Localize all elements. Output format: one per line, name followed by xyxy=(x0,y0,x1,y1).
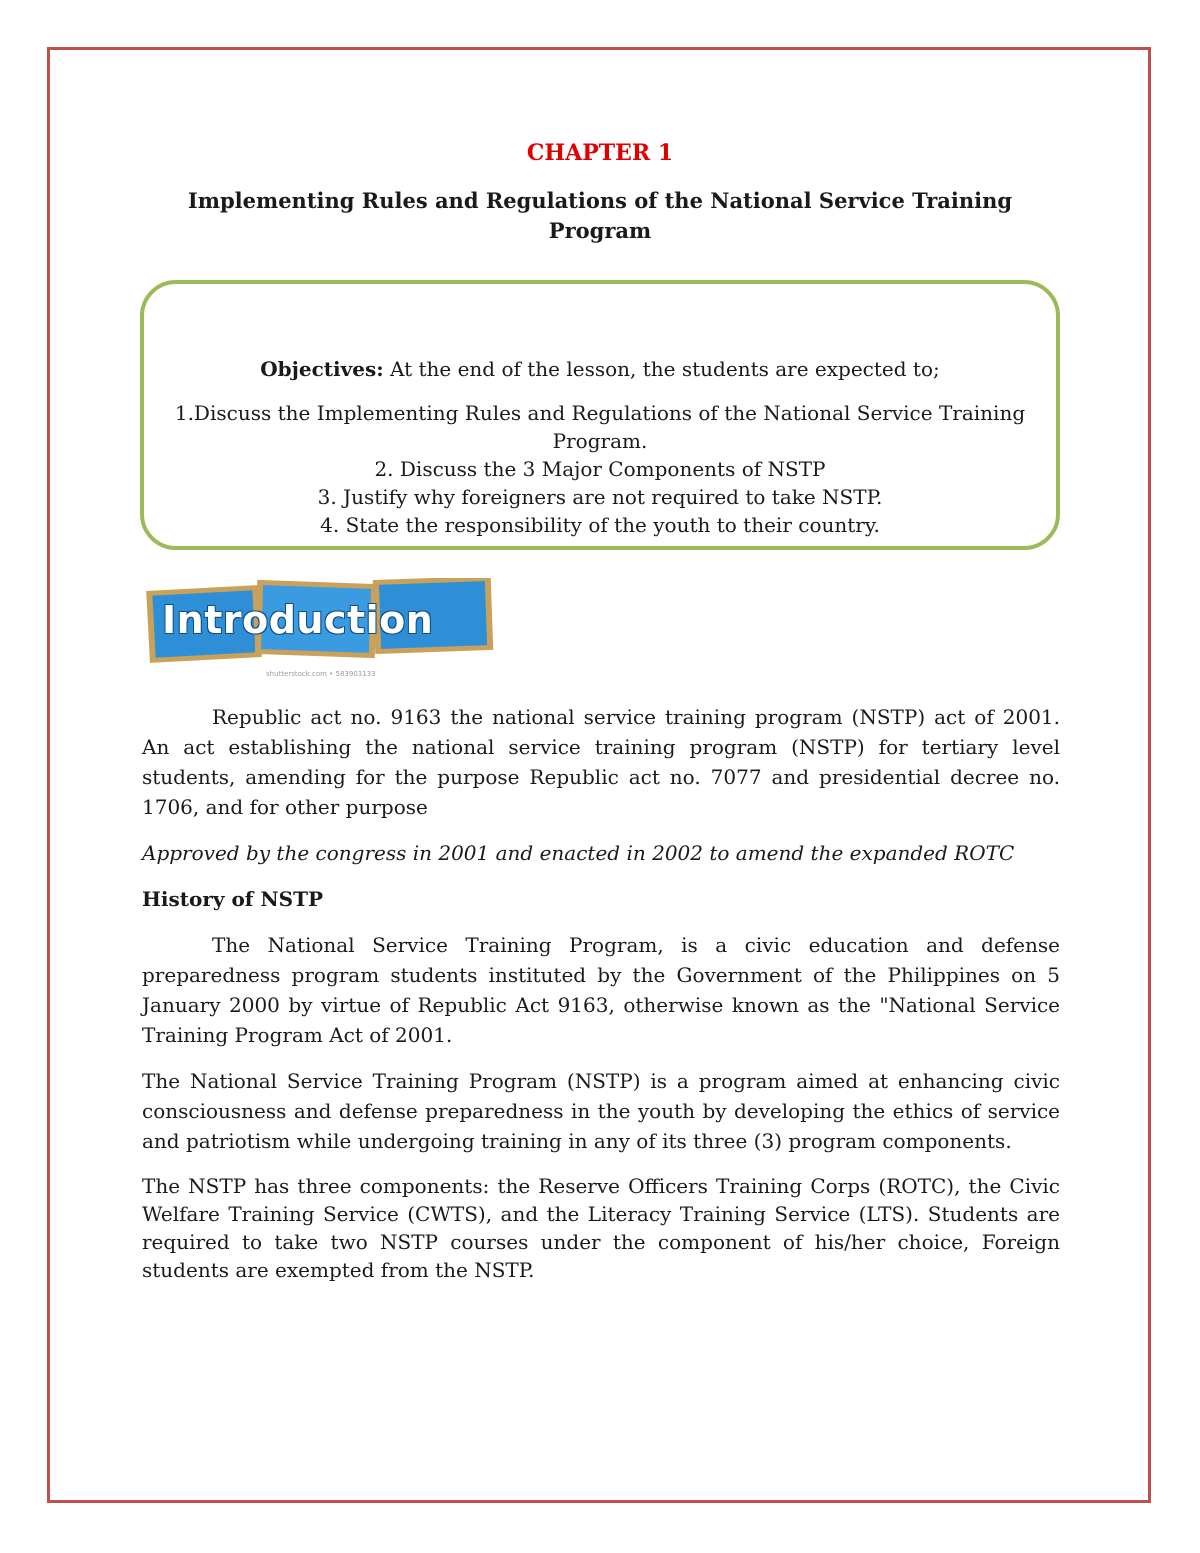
objective-item-4: 4. State the responsibility of the youth to their country. xyxy=(320,513,880,537)
history-heading: History of NSTP xyxy=(142,887,324,911)
republic-act-paragraph: Republic act no. 9163 the national service training program (NSTP) act of 2001. An act establishing the national service training program (NSTP) for tertiary level students, amending for the purpose Republic act no. 7077 and presidential decree no. 1706, and for other purpose xyxy=(142,705,1060,819)
banner-watermark: shutterstock.com • 583903133 xyxy=(266,670,376,678)
chapter-title: Implementing Rules and Regulations of the National Service Training Program xyxy=(187,188,1013,243)
objective-item-1: 1.Discuss the Implementing Rules and Regulations of the National Service Training Program. xyxy=(174,401,1026,453)
objectives-text xyxy=(140,355,1060,539)
components-paragraph: The NSTP has three components: the Reserve Officers Training Corps (ROTC), the Civic Welfare Training Service (CWTS), and the Literacy Training Service (LTS). Students are required to take two NSTP courses under the component of his/her choice, Foreign students are exempted from the NSTP. xyxy=(142,1174,1060,1282)
objectives-intro: At the end of the lesson, the students are expected to; xyxy=(389,357,940,381)
history-paragraph: The National Service Training Program, is a civic education and defense preparedness program students instituted by the Government of the Philippines on 5 January 2000 by virtue of Republic Act 9163, otherwise known as the "National Service Training Program Act of 2001. xyxy=(142,933,1060,1047)
introduction-word: Introduction xyxy=(162,598,434,642)
objective-item-3: 3. Justify why foreigners are not required to take NSTP. xyxy=(317,485,883,509)
chapter-label: CHAPTER 1 xyxy=(526,140,674,166)
body-section xyxy=(142,702,1060,1284)
aim-paragraph: The National Service Training Program (NSTP) is a program aimed at enhancing civic consciousness and defense preparedness in the youth by developing the ethics of service and patriotism while undergoing training in any of its three (3) program components. xyxy=(142,1069,1060,1153)
objectives-lead xyxy=(140,355,1060,383)
objectives-label: Objectives: xyxy=(260,357,384,381)
objective-item-2: 2. Discuss the 3 Major Components of NSTP xyxy=(374,457,826,481)
approved-paragraph: Approved by the congress in 2001 and enacted in 2002 to amend the expanded ROTC xyxy=(142,841,1015,865)
